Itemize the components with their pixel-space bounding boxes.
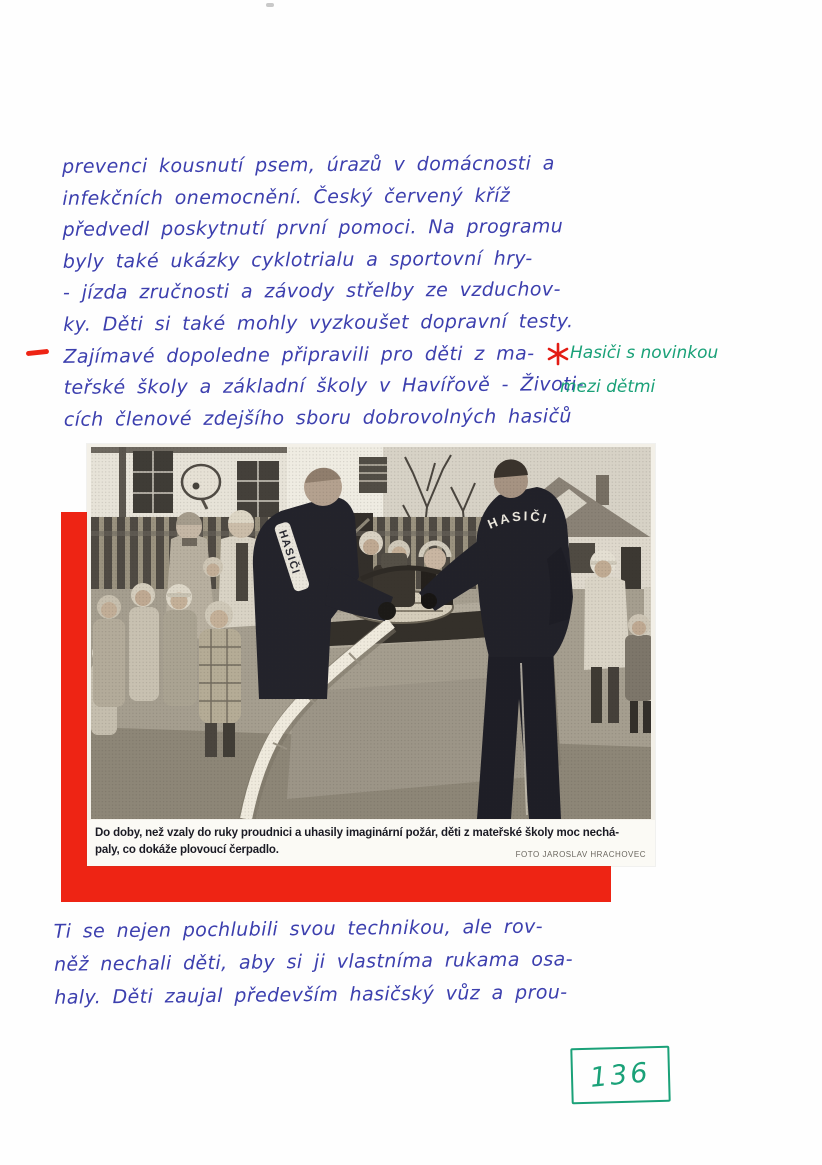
handwritten-line: byly také ukázky cyklotrialu a sportovní hry-	[62, 247, 533, 273]
handwritten-line: haly. Děti zaujal především hasičský vůz a prou-	[54, 981, 568, 1009]
page-number-box	[570, 1046, 670, 1105]
handwritten-line: - jízda zručnosti a závody střelby ze vzduchov-	[62, 278, 561, 305]
handwritten-line: prevenci kousnutí psem, úrazů v domácnosti a	[62, 152, 555, 178]
scan-speck	[266, 3, 274, 7]
handwritten-line: Zajímavé dopoledne připravili pro děti z ma-	[63, 342, 535, 368]
clipping-photo	[91, 447, 651, 819]
margin-note	[560, 336, 719, 404]
photo-credit: FOTO JAROSLAV HRACHOVEC	[515, 850, 646, 859]
handwritten-paragraph-top	[62, 148, 584, 436]
handwritten-line: Ti se nejen pochlubili svou technikou, ale rov-	[53, 915, 544, 943]
handwritten-line: infekčních onemocnění. Český červený kříž	[62, 184, 511, 210]
margin-note-line: Hasiči s novinkou	[570, 343, 719, 363]
halftone-overlay	[91, 447, 651, 819]
handwritten-line: předvedl poskytnutí první pomoci. Na programu	[62, 215, 564, 242]
handwritten-line: teřské školy a základní školy v Havířově - Životi-	[63, 373, 584, 399]
caption-line: Do doby, než vzaly do ruky proudnici a uhasily imaginární požár, děti z mateřské školy moc nechá-	[95, 827, 619, 839]
caption-line: paly, co dokáže plovoucí čerpadlo.	[95, 843, 279, 856]
handwritten-line: něž nechali děti, aby si ji vlastníma rukama osa-	[53, 948, 574, 976]
newspaper-clipping	[87, 444, 655, 866]
handwritten-line: cích členové zdejšího sboru dobrovolných hasičů	[63, 405, 572, 431]
margin-note-line: mezi dětmi	[560, 377, 656, 397]
red-dash-icon	[26, 349, 49, 356]
handwritten-paragraph-bottom	[53, 910, 573, 1014]
handwritten-line: ky. Děti si také mohly vyzkoušet dopravní testy.	[63, 310, 574, 336]
photo-caption	[87, 820, 655, 866]
red-asterisk-icon	[545, 341, 571, 367]
page-number: 136	[588, 1056, 653, 1094]
